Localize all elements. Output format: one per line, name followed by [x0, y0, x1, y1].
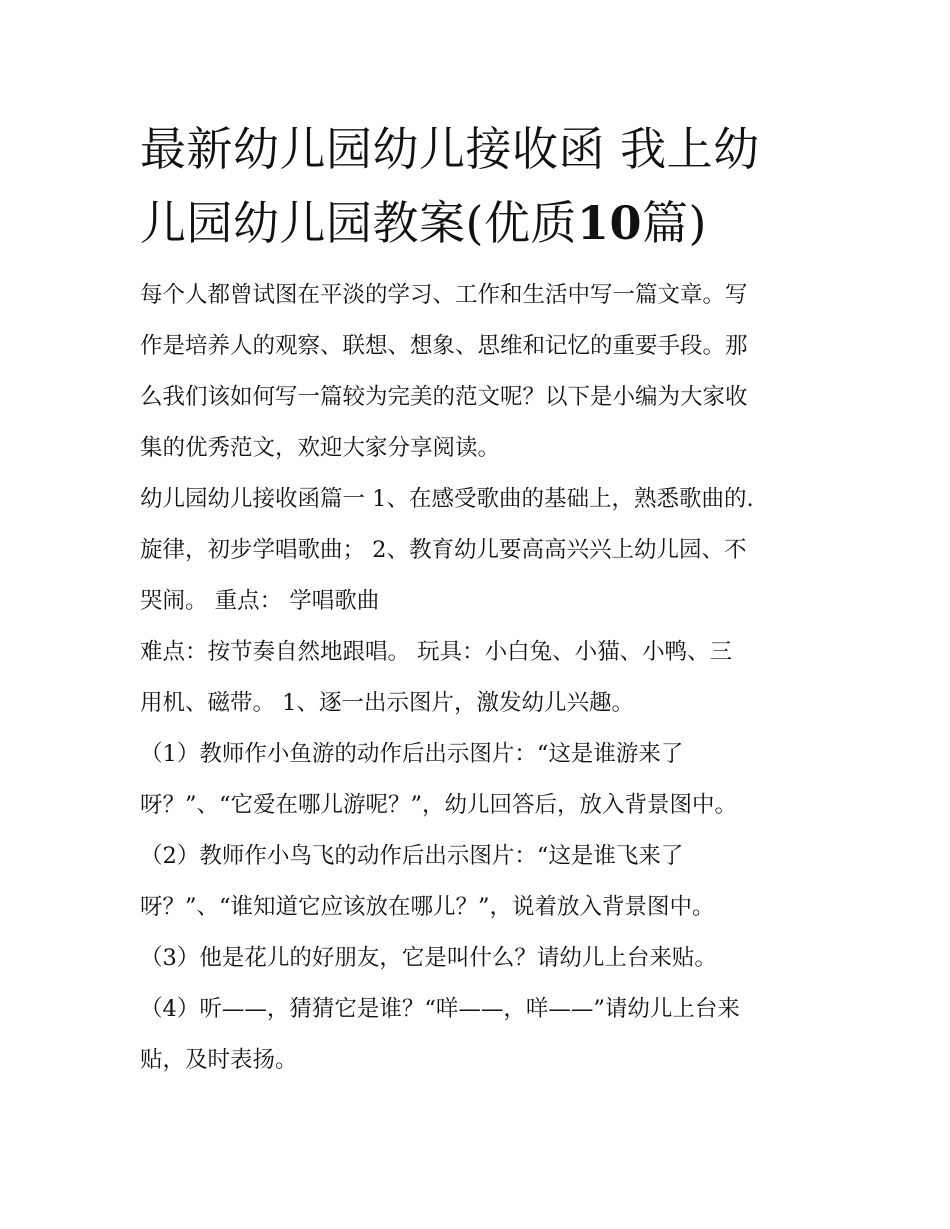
step-1-paragraph: （1）教师作小鱼游的动作后出示图片：“这是谁游来了 呀？”、“它爱在哪儿游呢？”，幼儿回答后，放入背景图中。 [140, 741, 738, 818]
step-4-paragraph: （4）听——，猜猜它是谁？“咩——，咩——”请幼儿上台来 贴，及时表扬。 [140, 996, 740, 1073]
document-body [140, 270, 820, 1086]
title-line-2: 儿园幼儿园教案(优质 [140, 196, 577, 250]
lesson-goals-paragraph: 幼儿园幼儿接收函篇一 1、在感受歌曲的基础上，熟悉歌曲的. 旋律，初步学唱歌曲； 2、教育幼儿要高高兴兴上幼儿园、不 哭闹。 重点： 学唱歌曲 [140, 486, 754, 614]
difficulty-paragraph: 难点：按节奏自然地跟唱。 玩具：小白兔、小猫、小鸭、三 用机、磁带。 1、逐一出示图片，激发幼儿兴趣。 [140, 639, 733, 716]
step-3-paragraph: （3）他是花儿的好朋友，它是叫什么？请幼儿上台来贴。 [140, 945, 717, 971]
title-number: 10 [576, 196, 642, 250]
document-title [140, 112, 820, 260]
intro-paragraph: 每个人都曾试图在平淡的学习、工作和生活中写一篇文章。写 作是培养人的观察、联想、想象、思维和记忆的重要手段。那 么我们该如何写一篇较为完美的范文呢？以下是小编为大家收 集的优秀范文，欢迎大家分享阅读。 [140, 282, 748, 461]
step-2-paragraph: （2）教师作小鸟飞的动作后出示图片：“这是谁飞来了 呀？”、“谁知道它应该放在哪儿？”，说着放入背景图中。 [140, 843, 715, 920]
document-content [140, 112, 820, 1086]
title-suffix: 篇) [641, 196, 707, 250]
title-line-1: 最新幼儿园幼儿接收函 我上幼 [140, 122, 760, 176]
